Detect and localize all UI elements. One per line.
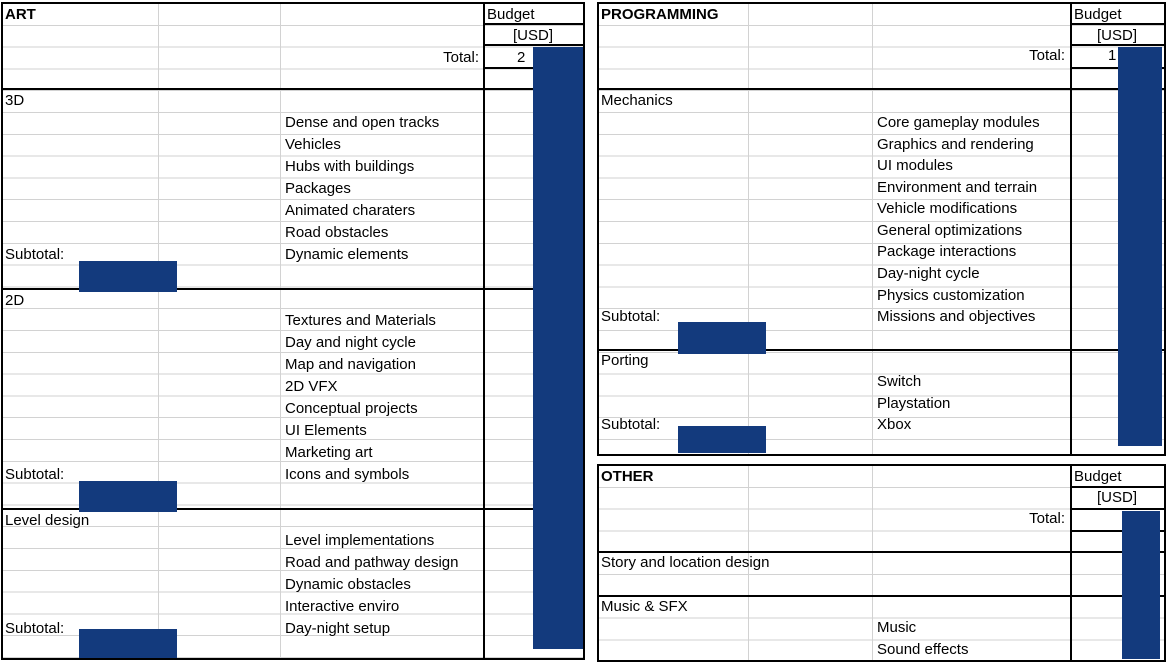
- line-item: General optimizations: [877, 222, 1023, 239]
- line-item: UI modules: [877, 157, 953, 174]
- line-item: Day-night setup: [285, 620, 391, 637]
- section-header-2d: 2D: [5, 292, 25, 309]
- budget-column-header: Budget: [487, 6, 535, 23]
- budget-unit: [USD]: [1096, 27, 1137, 44]
- subtotal-label: Subtotal:: [5, 246, 65, 263]
- subtotal-label: Subtotal:: [601, 308, 661, 325]
- line-item: Environment and terrain: [877, 179, 1038, 196]
- line-item: Physics customization: [877, 287, 1025, 304]
- art-table: [1, 2, 585, 660]
- line-item: Day-night cycle: [877, 265, 980, 282]
- section-header-story: Story and location design: [601, 554, 770, 571]
- total-label: Total:: [443, 49, 479, 66]
- line-item: Textures and Materials: [285, 312, 436, 329]
- section-header-music-sfx: Music & SFX: [601, 598, 688, 615]
- total-label: Total:: [1029, 510, 1065, 527]
- section-divider: [599, 88, 1164, 90]
- line-item: Interactive enviro: [285, 598, 400, 615]
- redaction-bar-budget: [533, 47, 583, 649]
- budget-column-header: Budget: [1074, 468, 1122, 485]
- section-divider: [3, 88, 583, 90]
- grid-line: [872, 4, 873, 454]
- line-item: Map and navigation: [285, 356, 416, 373]
- line-item: Day and night cycle: [285, 334, 416, 351]
- grid-line: [872, 466, 873, 660]
- redaction-box-subtotal: [678, 426, 766, 453]
- other-table: [597, 464, 1166, 662]
- line-item: Dense and open tracks: [285, 114, 440, 131]
- line-item: Missions and objectives: [877, 308, 1036, 325]
- redaction-box-subtotal: [79, 261, 177, 292]
- line-item: Conceptual projects: [285, 400, 418, 417]
- total-value-partial: 2: [517, 49, 526, 66]
- total-label: Total:: [1029, 47, 1065, 64]
- line-item: Level implementations: [285, 532, 435, 549]
- line-item: Switch: [877, 373, 922, 390]
- line-item: Icons and symbols: [285, 466, 410, 483]
- line-item: Core gameplay modules: [877, 114, 1040, 131]
- line-item: 2D VFX: [285, 378, 338, 395]
- line-item: Graphics and rendering: [877, 136, 1034, 153]
- section-header-mechanics: Mechanics: [601, 92, 673, 109]
- grid-line: [280, 4, 281, 658]
- section-header-3d: 3D: [5, 92, 25, 109]
- subtotal-label: Subtotal:: [601, 416, 661, 433]
- grid-line: [158, 4, 159, 658]
- budget-column-divider: [1070, 4, 1072, 454]
- redaction-box-subtotal: [79, 629, 177, 658]
- budget-column-header: Budget: [1074, 6, 1122, 23]
- line-item: Animated charaters: [285, 202, 416, 219]
- redaction-box-subtotal: [678, 322, 766, 354]
- line-item: Sound effects: [877, 641, 969, 658]
- budget-unit: [USD]: [1096, 489, 1137, 506]
- redaction-box-subtotal: [79, 481, 177, 512]
- line-item: Hubs with buildings: [285, 158, 415, 175]
- line-item: Playstation: [877, 395, 951, 412]
- redaction-bar-budget: [1122, 511, 1160, 659]
- line-item: Package interactions: [877, 243, 1017, 260]
- line-item: Road and pathway design: [285, 554, 459, 571]
- line-item: Vehicles: [285, 136, 341, 153]
- line-item: UI Elements: [285, 422, 367, 439]
- budget-column-divider: [483, 4, 485, 658]
- line-item: Road obstacles: [285, 224, 389, 241]
- line-item: Music: [877, 619, 917, 636]
- subtotal-label: Subtotal:: [5, 620, 65, 637]
- line-item: Vehicle modifications: [877, 200, 1018, 217]
- line-item: Xbox: [877, 416, 912, 433]
- table-title: OTHER: [601, 468, 654, 485]
- line-item: Dynamic elements: [285, 246, 409, 263]
- subtotal-label: Subtotal:: [5, 466, 65, 483]
- line-item: Packages: [285, 180, 351, 197]
- table-title: ART: [5, 6, 36, 23]
- grid-line: [748, 4, 749, 454]
- section-header-porting: Porting: [601, 352, 649, 369]
- section-header-level-design: Level design: [5, 512, 90, 529]
- redaction-bar-budget: [1118, 47, 1162, 446]
- total-value-partial: 1: [1108, 47, 1117, 64]
- programming-table: [597, 2, 1166, 456]
- budget-unit: [USD]: [512, 27, 553, 44]
- line-item: Marketing art: [285, 444, 373, 461]
- line-item: Dynamic obstacles: [285, 576, 411, 593]
- table-title: PROGRAMMING: [601, 6, 719, 23]
